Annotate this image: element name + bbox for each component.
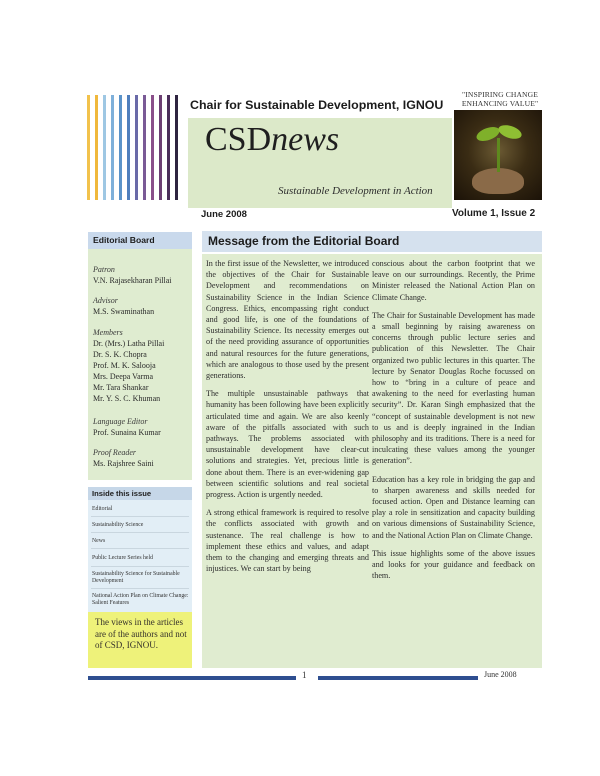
tagline-line1: "INSPIRING CHANGE — [462, 90, 538, 99]
member-name: Dr. (Mrs.) Latha Pillai — [93, 339, 165, 348]
list-item: National Action Plan on Climate Change: Salient Features — [92, 593, 189, 606]
footer-rule-right — [318, 676, 478, 680]
member-name: Prof. M. K. Salooja — [93, 361, 156, 370]
paragraph: The multiple unsustainable pathways that humanity has been following have been explicitly articulated time and again. We are also keenly aware of the pitfalls associated with such pathways. The problems associated with unsustainable development have clear-cut solutions and strategies. Yet, precious little is done about them. There is an ever-widening gap between scientific solutions and real societal progress. Action is urgently needed. — [206, 389, 369, 500]
issue-date: June 2008 — [201, 209, 247, 220]
footer-rule-left — [88, 676, 296, 680]
advisor-name: M.S. Swaminathan — [93, 307, 155, 316]
proof-reader-label: Proof Reader — [93, 448, 137, 457]
page-number: 1 — [302, 670, 307, 680]
paragraph: This issue highlights some of the above issues and looks for your guidance and feedback on them. — [372, 548, 535, 581]
list-item: News — [92, 538, 106, 544]
issue-number: Volume 1, Issue 2 — [452, 208, 536, 219]
paragraph: The Chair for Sustainable Development has made a small beginning by raising awareness on concerns through public lecture series and publication of this Newsletter. The Chair organized two public lectures in this quarter. The lecture by Senator Douglas Roche focussed on how to “bring in a culture of peace and awakening to the need for everlasting human security”. Dr. Karan Singh emphasized that the “concept of sustainable development is not new to us and is deeply ingrained in the Indian philosophy and its traditions. There is a need for inculcating these values among the younger generation”. — [372, 310, 535, 466]
members-label: Members — [93, 328, 123, 337]
disclaimer-text: The views in the articles are of the authors and not of CSD, IGNOU. — [95, 617, 187, 650]
editorial-board-title: Editorial Board — [93, 235, 155, 245]
paragraph: Education has a key role in bridging the gap and to sharpen awareness and skills needed for focused action. Open and Distance learning can play a role in sensitization and capacity building on various dimensions of Sustainability Science, and the National Action Plan on Climate Change. — [372, 474, 535, 540]
patron-label: Patron — [93, 265, 115, 274]
message-title: Message from the Editorial Board — [208, 234, 400, 248]
footer-date: June 2008 — [484, 670, 517, 679]
language-editor-label: Language Editor — [93, 417, 148, 426]
advisor-label: Advisor — [93, 296, 118, 305]
language-editor-name: Prof. Sunaina Kumar — [93, 428, 161, 437]
tagline — [455, 90, 545, 108]
message-column-right — [372, 258, 535, 588]
tagline-line2: ENHANCING VALUE" — [461, 99, 539, 108]
member-name: Mr. Y. S. C. Khuman — [93, 394, 161, 403]
proof-reader-name: Ms. Rajshree Saini — [93, 459, 154, 468]
paragraph: conscious about the carbon footprint that we leave on our surroundings. Recently, the Prime Minister released the National Action Plan on Climate Change. — [372, 259, 535, 302]
message-column-left — [206, 258, 369, 581]
member-name: Mr. Tara Shankar — [93, 383, 149, 392]
sidebar — [88, 232, 192, 669]
list-item: Public Lecture Series held — [92, 555, 154, 561]
decorative-stripes — [87, 95, 179, 200]
editorial-board-box — [88, 232, 192, 480]
patron-name: V.N. Rajasekharan Pillai — [93, 276, 172, 285]
chair-header — [190, 94, 452, 116]
newsletter-title: CSDnews — [205, 121, 340, 158]
newsletter-subtitle: Sustainable Development in Action — [278, 185, 433, 197]
list-item: Editorial — [92, 506, 113, 512]
inside-title: Inside this issue — [92, 489, 152, 498]
member-name: Mrs. Deepa Varma — [93, 372, 154, 381]
disclaimer-note — [88, 612, 192, 668]
chair-title: Chair for Sustainable Development, IGNOU — [190, 98, 444, 112]
list-item: Sustainability Science for Sustainable Development — [92, 571, 180, 584]
seedling-photo — [454, 110, 542, 200]
member-name: Dr. S. K. Chopra — [93, 350, 147, 359]
list-item: Sustainability Science — [92, 522, 144, 528]
paragraph: In the first issue of the Newsletter, we introduced the objectives of the Chair for Sustainable Development and recommendations on Sustainability Science in the Indian Science Congress. Ethics, encompassing right conduct and good life, is one of the foundations of Sustainability Science. Its necessity emerges out of the need providing assurance of opportunities and natural resources for the future generations, which are analogous to those used by the present generations. — [206, 259, 369, 381]
paragraph: A strong ethical framework is required to resolve the conflicts associated with growth and sustenance. The real challenge is how to implement these ethics and values, and adapt them to the changing and emerging threats and injustices. We can start by being — [206, 508, 369, 574]
